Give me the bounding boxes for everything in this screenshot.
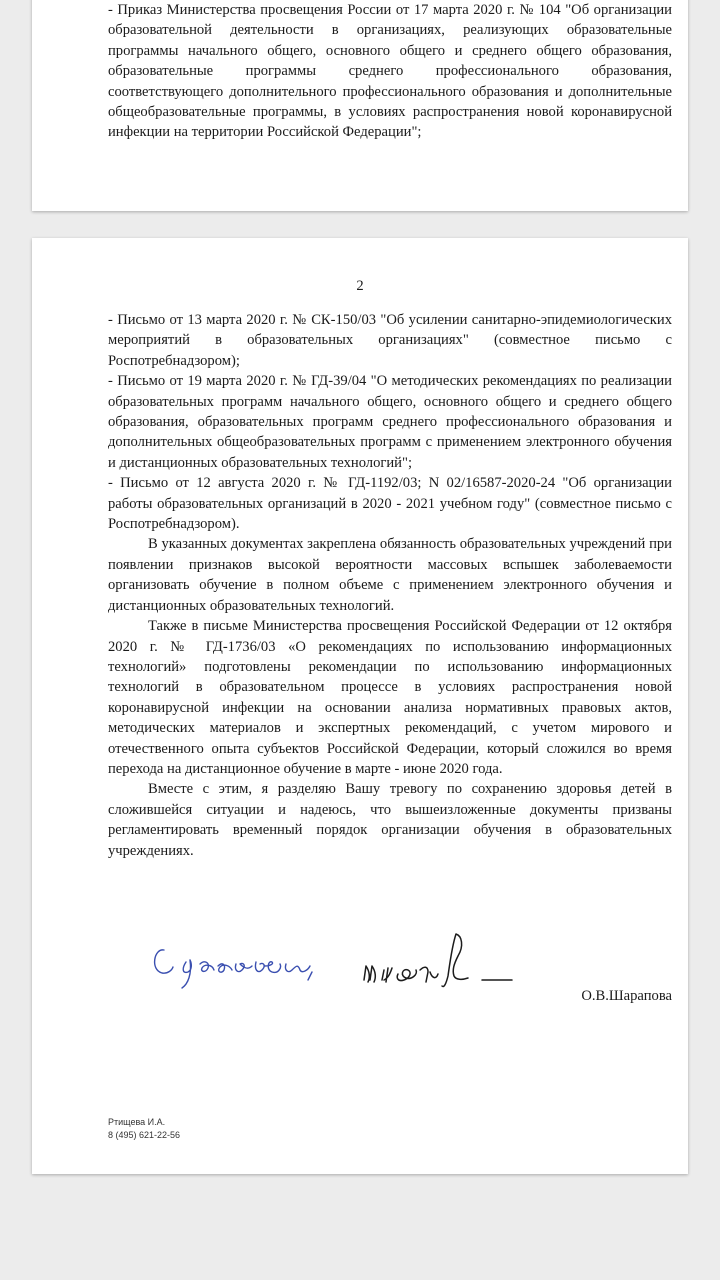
- page-2-text: [108, 310, 672, 861]
- page-1-text: [108, 0, 672, 143]
- list-item-letter-gd39: - Письмо от 19 марта 2020 г. № ГД-39/04 "О методических рекомендациях по реализации образовательных программ начального общего, основного общего и среднего общего образования, образовательных программ среднего профессионального образования и дополнительных общеобразовательных программ с применением электронного обучения и дистанционных образовательных технологий";: [108, 373, 672, 471]
- list-item-letter-sk150: - Письмо от 13 марта 2020 г. № СК-150/03 "Об усилении санитарно-эпидемиологических мероприятий в образовательных организациях" (совместное письмо с Роспотребнадзором);: [108, 312, 672, 369]
- signature-block: [152, 926, 672, 1006]
- list-item-letter-gd1192: - Письмо от 12 августа 2020 г. № ГД-1192/03; N 02/16587-2020-24 "Об организации работы образовательных организаций в 2020 - 2021 учебном году" (совместное письмо с Роспотребнадзором).: [108, 475, 672, 533]
- paragraph-recommendations: Также в письме Министерства просвещения Российской Федерации от 12 октября 2020 г. № ГД-1736/03 «О рекомендациях по использованию информационных технологий» подготовлены рекомендации по использованию информационных технологий в образовательном процессе в условиях распространения новой коронавирусной инфекции на основании анализа нормативных правовых актов, методических материалов и экспертных рекомендаций, с учетом мирового и отечественного опыта субъектов Российской Федерации, который сложился во время перехода на дистанционное обучение в марте - июне 2020 года.: [108, 618, 672, 777]
- footer-phone: 8 (495) 621-22-56: [108, 1130, 181, 1140]
- page-number: 2: [356, 278, 364, 294]
- footer-executor-name: Ртищева И.А.: [108, 1117, 166, 1127]
- paragraph-obligation: В указанных документах закреплена обязанность образовательных учреждений при появлении признаков высокой вероятности массовых вспышек заболеваемости организовать обучение в полном объеме с применением электронного обучения и дистанционных образовательных технологий.: [108, 536, 672, 614]
- footer-contact: [108, 1116, 180, 1142]
- document-page-1: [32, 0, 688, 211]
- signer-name: О.В.Шарапова: [581, 988, 672, 1004]
- paragraph-closing: Вместе с этим, я разделяю Вашу тревогу по сохранению здоровья детей в сложившейся ситуации и надеюсь, что вышеизложенные документы призваны регламентировать временный порядок организации обучения в образовательных учреждениях.: [108, 781, 672, 859]
- regards-handwriting: [155, 950, 312, 988]
- personal-signature: [364, 934, 512, 987]
- document-page-2: [32, 238, 688, 1174]
- handwritten-signature: [152, 926, 552, 1006]
- list-item-prikaz-104: - Приказ Министерства просвещения России от 17 марта 2020 г. № 104 "Об организации образовательной деятельности в организациях, реализующих образовательные программы начального общего, основного общего и среднего общего образования, образовательные программы среднего профессионального образования, соответствующего дополнительного профессионального образования и дополнительные общеобразовательные программы, в условиях распространения новой коронавирусной инфекции на территории Российской Федерации";: [108, 2, 672, 141]
